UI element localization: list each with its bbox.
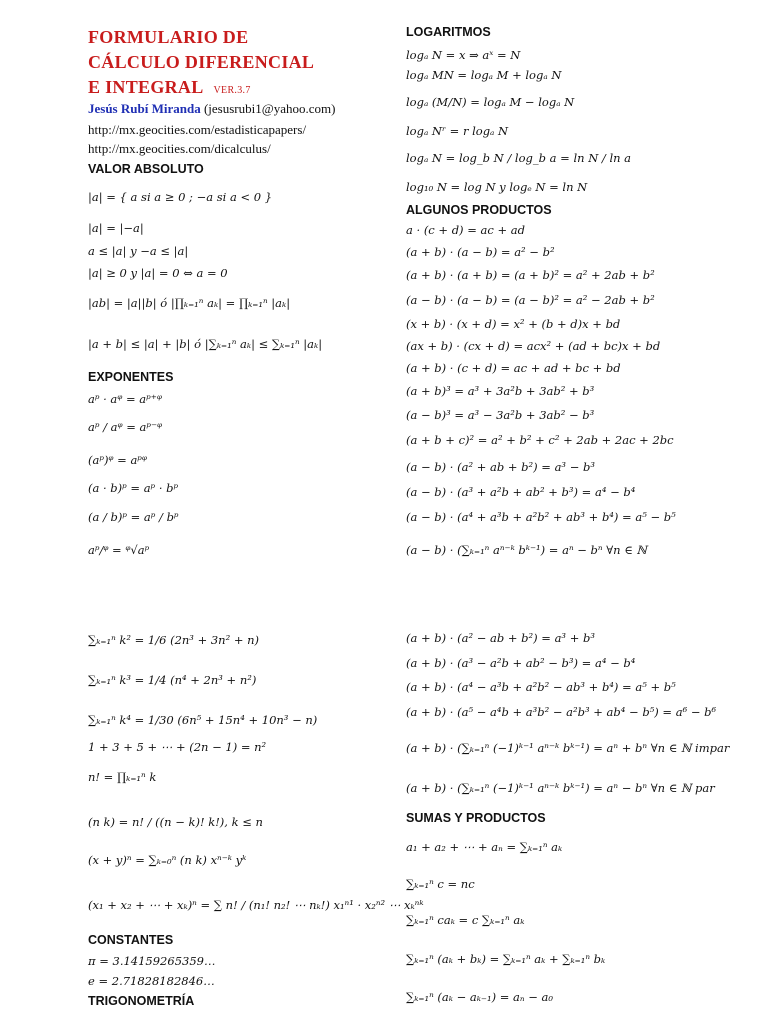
formula-line: 1 + 3 + 5 + ⋯ + (2n − 1) = n²: [88, 740, 267, 754]
formula-line: (a + b) · (∑ₖ₌₁ⁿ (−1)ᵏ⁻¹ aⁿ⁻ᵏ bᵏ⁻¹) = aⁿ + bⁿ ∀n ∈ ℕ impar: [406, 741, 730, 755]
formula-line: (a + b) · (a + b) = (a + b)² = a² + 2ab + b²: [406, 268, 655, 282]
formula-line: ∑ₖ₌₁ⁿ c = nc: [406, 877, 475, 891]
formula-line: (x + b) · (x + d) = x² + (b + d)x + bd: [406, 317, 621, 331]
formula-line: (a − b) · (∑ₖ₌₁ⁿ aⁿ⁻ᵏ bᵏ⁻¹) = aⁿ − bⁿ ∀n ∈ ℕ: [406, 543, 647, 557]
formula-line: (a − b) · (a² + ab + b²) = a³ − b³: [406, 460, 595, 474]
formula-line: (a − b) · (a³ + a²b + ab² + b³) = a⁴ − b⁴: [406, 485, 636, 499]
formula-line: a₁ + a₂ + ⋯ + aₙ = ∑ₖ₌₁ⁿ aₖ: [406, 840, 563, 854]
formula-line: e = 2.71828182846…: [88, 974, 215, 988]
formula-line: ∑ₖ₌₁ⁿ k³ = 1/4 (n⁴ + 2n³ + n²): [88, 673, 257, 687]
formula-line: logₐ (M/N) = logₐ M − logₐ N: [406, 95, 575, 109]
author-name: Jesús Rubí Miranda: [88, 101, 201, 116]
section-title-exponentes: EXPONENTES: [88, 370, 174, 384]
formula-line: (a + b) · (a³ − a²b + ab² − b³) = a⁴ − b⁴: [406, 656, 636, 670]
formula-line: ∑ₖ₌₁ⁿ k² = 1/6 (2n³ + 3n² + n): [88, 633, 260, 647]
formula-line: (a − b) · (a⁴ + a³b + a²b² + ab³ + b⁴) = a⁵ − b⁵: [406, 510, 676, 524]
version-label: VER.3.7: [213, 85, 251, 96]
formula-line: (a + b + c)² = a² + b² + c² + 2ab + 2ac + 2bc: [406, 433, 674, 447]
doc-title-line-2: CÁLCULO DIFERENCIAL: [88, 52, 315, 72]
formula-line: (a − b) · (a − b) = (a − b)² = a² − 2ab + b²: [406, 293, 655, 307]
formula-line: (a + b) · (c + d) = ac + ad + bc + bd: [406, 361, 621, 375]
formula-line: ∑ₖ₌₁ⁿ (aₖ − aₖ₋₁) = aₙ − a₀: [406, 990, 553, 1004]
formula-line: logₐ MN = logₐ M + logₐ N: [406, 68, 562, 82]
formula-line: (n k) = n! / ((n − k)! k!), k ≤ n: [88, 815, 263, 829]
doc-title-line-1: FORMULARIO DE: [88, 27, 249, 47]
formula-line: (ax + b) · (cx + d) = acx² + (ad + bc)x + bd: [406, 339, 661, 353]
section-title-trigonometria: TRIGONOMETRÍA: [88, 994, 195, 1008]
url-link-1[interactable]: http://mx.geocities.com/estadisticapapers/: [88, 122, 307, 137]
formula-line: |a| ≥ 0 y |a| = 0 ⇔ a = 0: [88, 266, 228, 280]
formula-line: (a + b) · (a⁴ − a³b + a²b² − ab³ + b⁴) = a⁵ + b⁵: [406, 680, 676, 694]
formula-line: (a + b) · (∑ₖ₌₁ⁿ (−1)ᵏ⁻¹ aⁿ⁻ᵏ bᵏ⁻¹) = aⁿ − bⁿ ∀n ∈ ℕ par: [406, 781, 715, 795]
formula-line: logₐ Nʳ = r logₐ N: [406, 124, 509, 138]
url-link-2[interactable]: http://mx.geocities.com/dicalculus/: [88, 141, 271, 156]
formula-line: (a / b)ᵖ = aᵖ / bᵖ: [88, 510, 179, 524]
section-title-algunos-productos: ALGUNOS PRODUCTOS: [406, 203, 552, 217]
formula-line: (a + b) · (a − b) = a² − b²: [406, 245, 555, 259]
formula-line: |ab| = |a||b| ó |∏ₖ₌₁ⁿ aₖ| = ∏ₖ₌₁ⁿ |aₖ|: [88, 296, 291, 310]
formula-line: (aᵖ)ᵠ = aᵖᵠ: [88, 453, 147, 467]
formula-line: a · (c + d) = ac + ad: [406, 223, 525, 237]
formula-line: (a · b)ᵖ = aᵖ · bᵖ: [88, 481, 179, 495]
formula-line: log₁₀ N = log N y logₑ N = ln N: [406, 180, 588, 194]
formula-line: n! = ∏ₖ₌₁ⁿ k: [88, 770, 157, 784]
formula-line: (a + b) · (a² − ab + b²) = a³ + b³: [406, 631, 595, 645]
formula-line: ∑ₖ₌₁ⁿ caₖ = c ∑ₖ₌₁ⁿ aₖ: [406, 913, 525, 927]
formula-line: (x + y)ⁿ = ∑ₖ₌₀ⁿ (n k) xⁿ⁻ᵏ yᵏ: [88, 853, 247, 867]
formula-line: |a| = { a si a ≥ 0 ; −a si a < 0 }: [88, 190, 273, 204]
formula-line: |a| = |−a|: [88, 221, 144, 235]
section-title-valor-absoluto: VALOR ABSOLUTO: [88, 162, 204, 176]
formula-line: a ≤ |a| y −a ≤ |a|: [88, 244, 189, 258]
formula-line: aᵖ/ᵠ = ᵠ√aᵖ: [88, 543, 150, 557]
author-line: [88, 102, 335, 116]
formula-line: (a + b) · (a⁵ − a⁴b + a³b² − a²b³ + ab⁴ − b⁵) = a⁶ − b⁶: [406, 705, 717, 719]
formula-line: ∑ₖ₌₁ⁿ (aₖ + bₖ) = ∑ₖ₌₁ⁿ aₖ + ∑ₖ₌₁ⁿ bₖ: [406, 952, 606, 966]
formula-line: (x₁ + x₂ + ⋯ + xₖ)ⁿ = ∑ n! / (n₁! n₂! ⋯ nₖ!) x₁ⁿ¹ · x₂ⁿ² ⋯ xₖⁿᵏ: [88, 898, 424, 912]
section-title-constantes: CONSTANTES: [88, 933, 174, 947]
formula-line: π = 3.14159265359…: [88, 954, 216, 968]
formula-line: (a − b)³ = a³ − 3a²b + 3ab² − b³: [406, 408, 595, 422]
formula-line: aᵖ · aᵠ = aᵖ⁺ᵠ: [88, 392, 162, 406]
section-title-sumas-y-productos: SUMAS Y PRODUCTOS: [406, 811, 546, 825]
formula-line: logₐ N = x ⇒ aˣ = N: [406, 48, 521, 62]
formula-line: aᵖ / aᵠ = aᵖ⁻ᵠ: [88, 420, 163, 434]
doc-title-line-3: E INTEGRAL VER.3.7: [88, 77, 251, 97]
author-email: (jesusrubi1@yahoo.com): [203, 101, 336, 116]
formula-line: ∑ₖ₌₁ⁿ k⁴ = 1/30 (6n⁵ + 15n⁴ + 10n³ − n): [88, 713, 318, 727]
formula-line: |a + b| ≤ |a| + |b| ó |∑ₖ₌₁ⁿ aₖ| ≤ ∑ₖ₌₁ⁿ |aₖ|: [88, 337, 323, 351]
formula-line: (a + b)³ = a³ + 3a²b + 3ab² + b³: [406, 384, 595, 398]
formula-line: logₐ N = log_b N / log_b a = ln N / ln a: [406, 151, 632, 165]
section-title-logaritmos: LOGARITMOS: [406, 25, 491, 39]
